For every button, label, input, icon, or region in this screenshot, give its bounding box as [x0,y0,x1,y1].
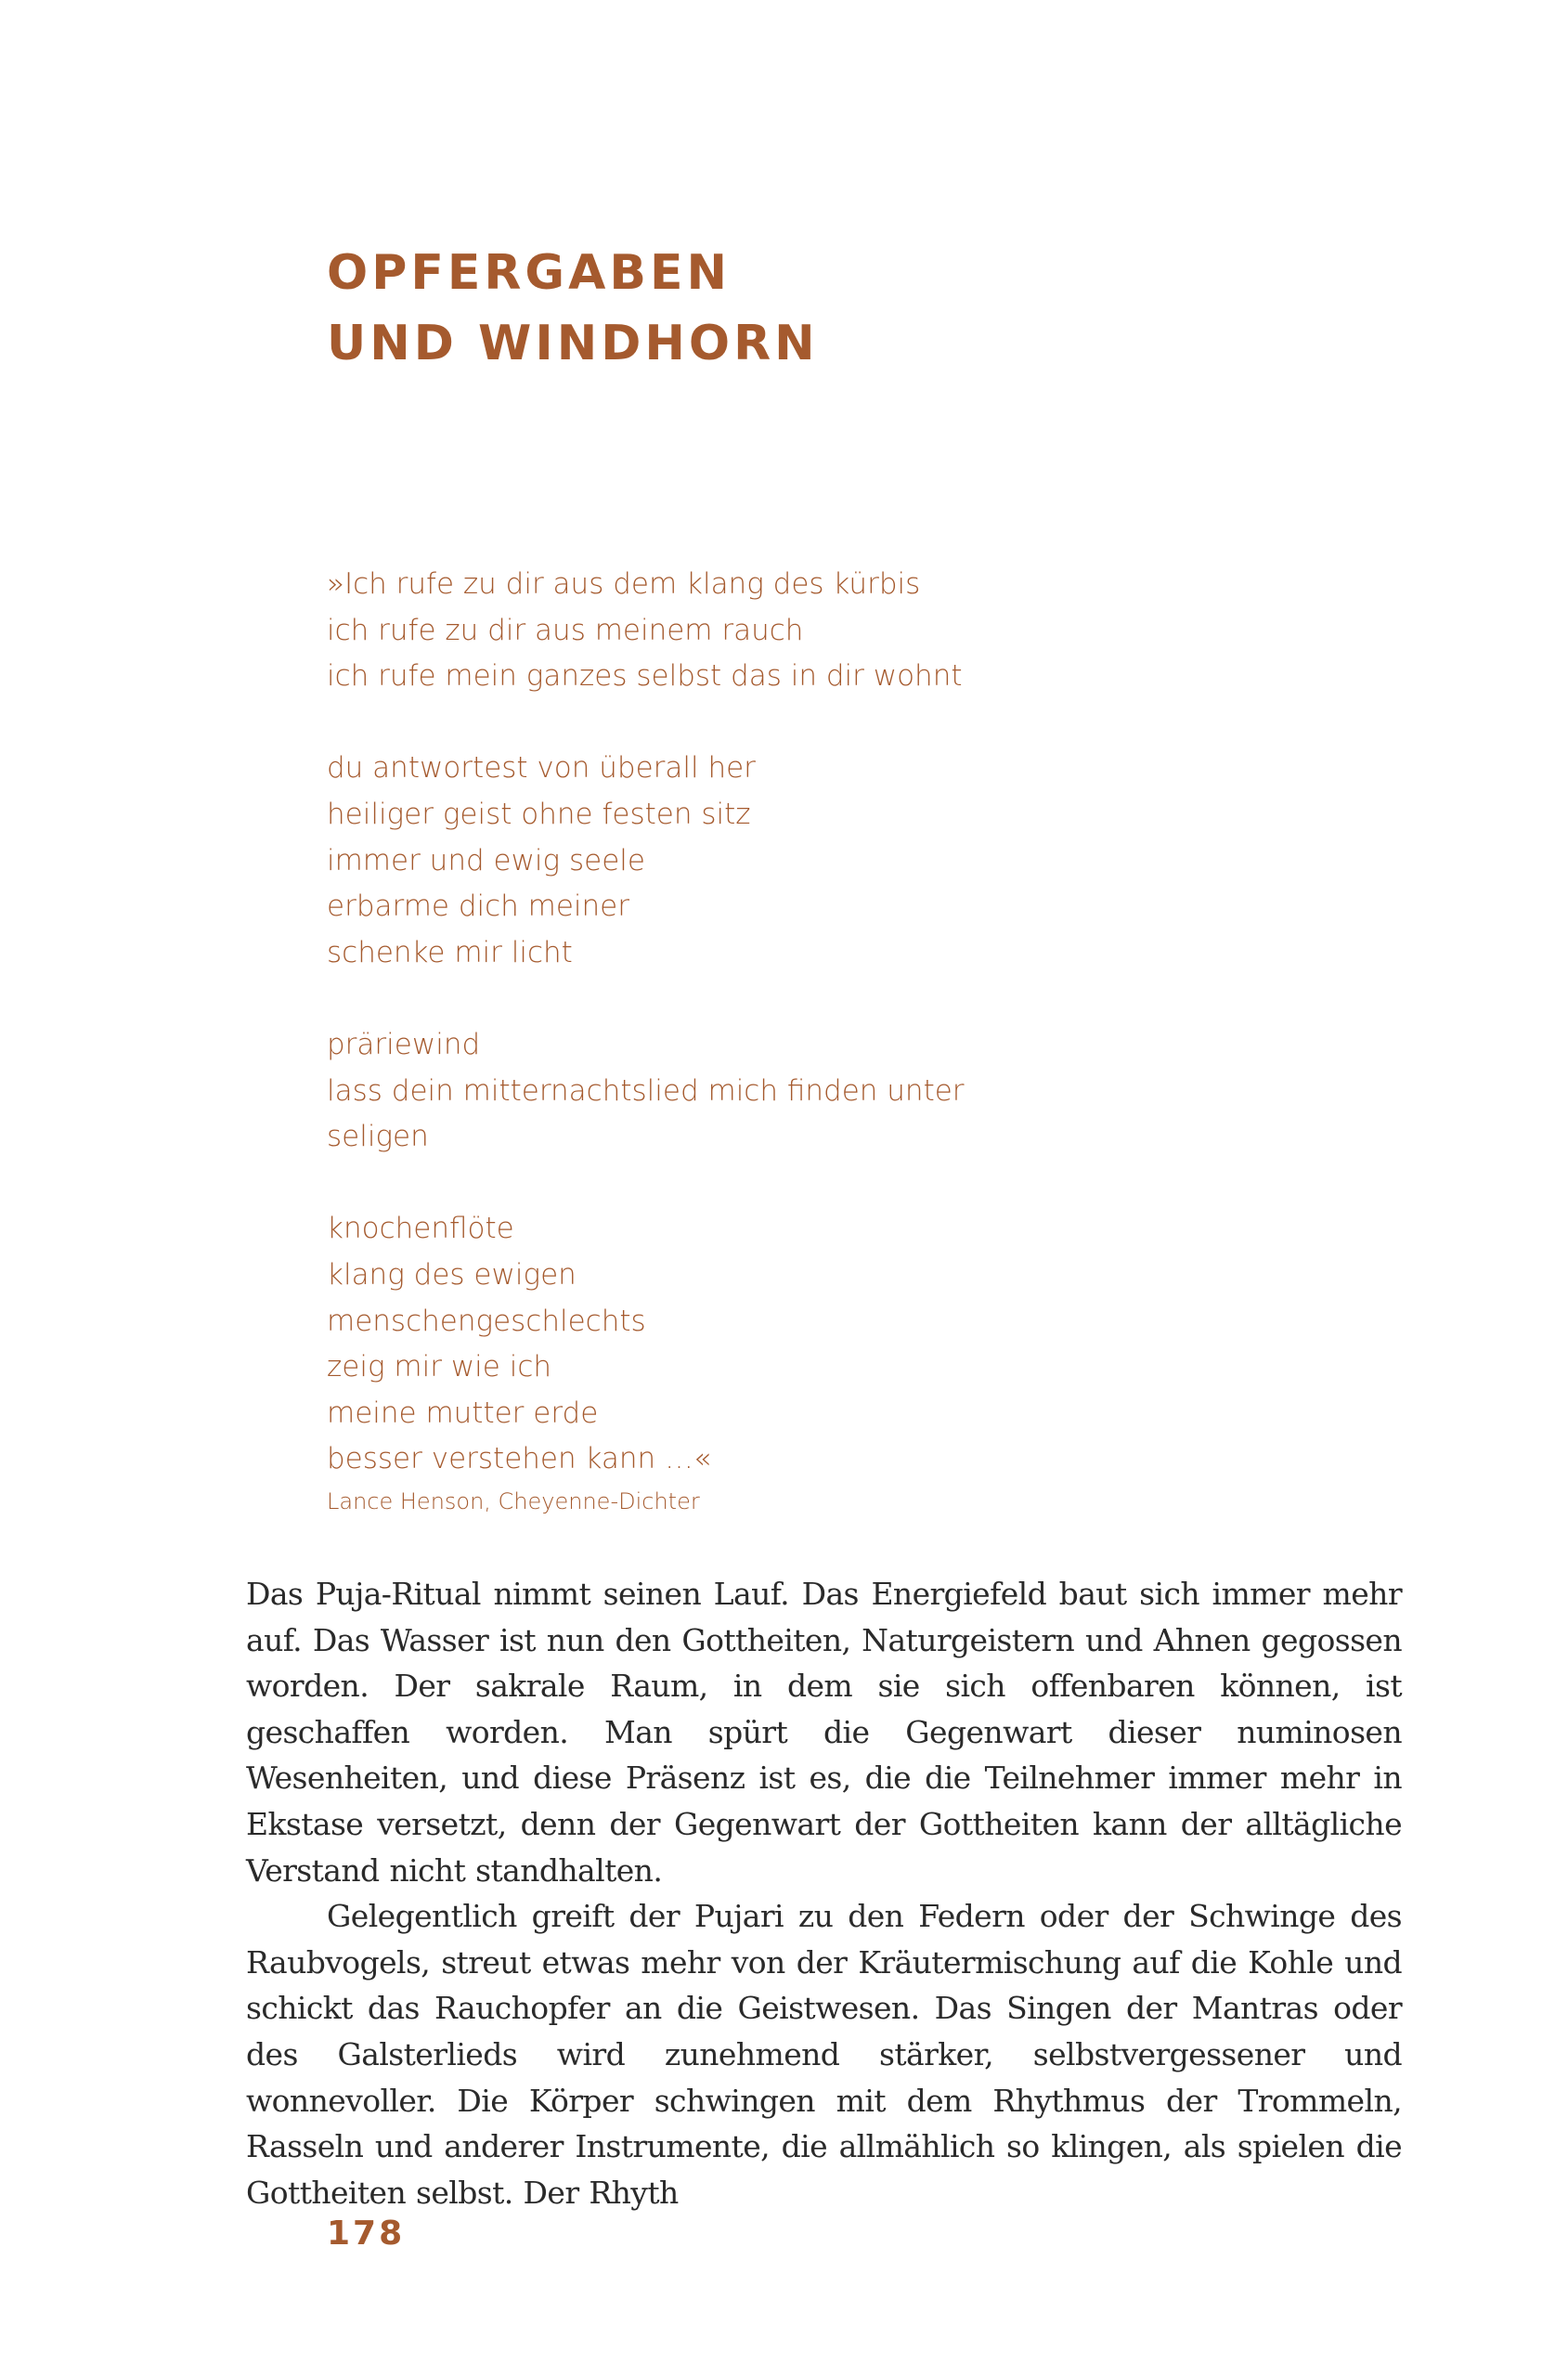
poem-line: menschengeschlechts [327,1304,646,1338]
poem-line: besser verstehen kann …« [327,1442,712,1476]
poem-line: ich rufe mein ganzes selbst das in dir wohnt [327,659,963,694]
poem-stanza [327,746,1032,976]
chapter-title-line: UND WINDHORN [327,316,819,371]
poem-line: knochenflöte [327,1212,514,1246]
chapter-title [327,238,819,379]
poem-stanza [327,1022,1032,1161]
epigraph-poem [327,562,1032,1520]
poem-attribution: Lance Henson, Cheyenne-Dichter [327,1487,700,1514]
body-text [246,1571,1402,2215]
poem-stanza [327,1206,1032,1483]
poem-line: schenke mir licht [327,935,573,969]
body-paragraph: Gelegentlich greift der Pujari zu den Federn oder der Schwinge des Raubvogels, streut etwas mehr von der Kräutermischung auf die Kohle und schickt das Rauchopfer an die Geistwesen. Das Singen der Mantras oder des Galsterlieds wird zunehmend stärker, selbstvergessener und wonnevoller. Die Körper schwingen mit dem Rhythmus der Trommeln, Rasseln und anderer Instrumente, die allmählich so klingen, als spielen die Gottheiten selbst. Der Rhyth [246,1898,1402,2211]
page-number: 178 [327,2215,406,2253]
poem-line: erbarme dich meiner [327,890,629,924]
poem-line: du antwortest von überall her [327,751,756,786]
chapter-title-line: OPFERGABEN [327,245,732,301]
poem-line: meine mutter erde [327,1396,599,1430]
poem-line: ich rufe zu dir aus meinem rauch [327,613,804,647]
poem-line: klang des ewigen [327,1257,577,1292]
poem-line: lass dein mitternachtslied mich finden unter [327,1073,965,1108]
poem-line: »Ich rufe zu dir aus dem klang des kürbis [327,567,921,601]
poem-line: präriewind [327,1027,481,1061]
poem-line: heiliger geist ohne festen sitz [327,797,751,831]
poem-stanza [327,562,1032,700]
body-paragraph: Das Puja-Ritual nimmt seinen Lauf. Das Energiefeld baut sich immer mehr auf. Das Wasser ist nun den Gottheiten, Naturgeistern und Ahnen gegossen worden. Der sakrale Raum, in dem sie sich offenbaren können, ist geschaffen worden. Man spürt die Gegenwart dieser numinosen Wesenheiten, und diese Präsenz ist es, die die Teilnehmer immer mehr in Ekstase versetzt, denn der Gegenwart der Gottheiten kann der alltägliche Verstand nicht standhalten. [246,1576,1402,1889]
poem-line: seligen [327,1120,429,1154]
poem-line: zeig mir wie ich [327,1350,552,1384]
poem-line: immer und ewig seele [327,843,645,877]
